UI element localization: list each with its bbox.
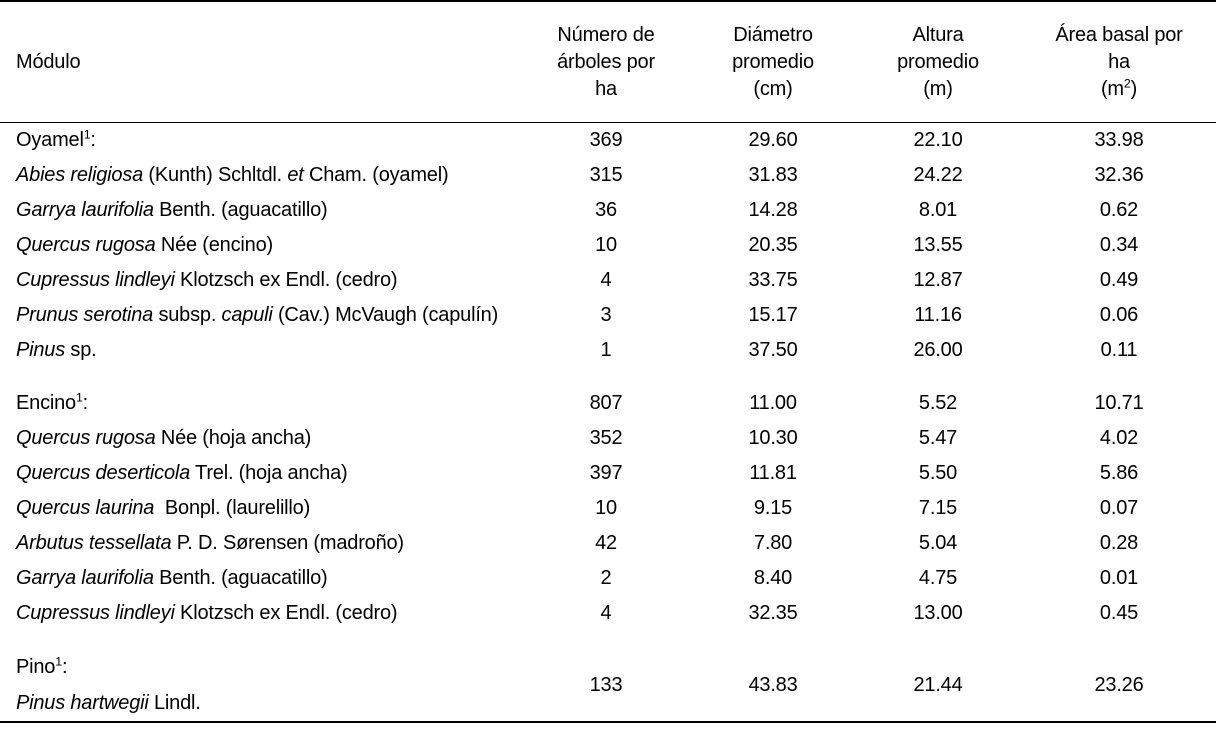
cell-trees-per-ha: 352	[589, 427, 623, 449]
cell-diameter: 33.75	[748, 269, 798, 291]
cell-trees-per-ha: 1	[600, 339, 612, 361]
cell-height: 22.10	[913, 129, 963, 151]
cell-trees-per-ha: 42	[595, 532, 617, 554]
column-header-module: Módulo	[16, 50, 81, 73]
cell-module-label	[0, 526, 520, 561]
cell-trees-per-ha: 10	[595, 234, 617, 256]
cell-diameter: 11.00	[749, 392, 797, 414]
authority-text: (Kunth) Schltdl.	[143, 164, 288, 186]
cell-diameter: 20.35	[748, 234, 798, 256]
cell-trees-per-ha: 2	[600, 567, 612, 589]
species-name: Pinus hartwegii	[16, 692, 149, 714]
cell-diameter: 10.30	[748, 427, 798, 449]
cell-basal-area: 5.86	[1099, 462, 1139, 484]
cell-basal-area: 0.34	[1099, 234, 1139, 256]
authority-text: Trel. (hoja ancha)	[190, 462, 348, 484]
species-name: Cupressus lindleyi	[16, 269, 175, 291]
table-body	[0, 123, 1216, 722]
header-line-3: ha	[595, 77, 617, 100]
cell-diameter: 11.81	[749, 462, 797, 484]
cell-height: 13.00	[913, 602, 963, 624]
authority-text: P. D. Sørensen (madroño)	[171, 532, 404, 554]
cell-basal-area: 0.28	[1099, 532, 1139, 554]
header-line-2: árboles por	[557, 50, 655, 73]
cell-diameter: 9.15	[753, 497, 793, 519]
cell-module-label	[0, 158, 520, 193]
species-name: Garrya laurifolia	[16, 567, 154, 589]
table-row	[0, 456, 1216, 491]
header-unit-superscripted: $(m^2)$	[1100, 75, 1138, 100]
table-row	[0, 526, 1216, 561]
cell-module-label	[0, 491, 520, 526]
footnote-marker: 1	[75, 390, 83, 405]
cell-height: 8.01	[918, 199, 958, 221]
cell-diameter: 29.60	[748, 129, 798, 151]
cell-basal-area: 32.36	[1094, 164, 1144, 186]
table-row	[0, 333, 1216, 368]
cell-trees-per-ha: 3	[600, 304, 612, 326]
table-row	[0, 649, 1216, 722]
cell-module-label	[0, 421, 520, 456]
block-spacer	[0, 631, 1216, 649]
cell-height: 24.22	[913, 164, 963, 186]
table-row	[0, 561, 1216, 596]
header-line-1: Altura	[912, 23, 964, 46]
species-name: Arbutus tessellata	[16, 532, 172, 554]
cell-module-label	[0, 193, 520, 228]
authority-text: Cham. (oyamel)	[303, 164, 449, 186]
block-spacer-cell	[0, 368, 1216, 386]
table-row	[0, 158, 1216, 193]
header-row	[0, 2, 1216, 123]
authority-text: Benth. (aguacatillo)	[153, 567, 328, 589]
cell-height: 7.15	[918, 497, 958, 519]
cell-module-label	[0, 228, 520, 263]
species-name: Pinus	[16, 339, 66, 361]
species-name: Quercus rugosa	[16, 234, 156, 256]
cell-height: 4.75	[918, 567, 958, 589]
cell-basal-area: 0.01	[1099, 567, 1139, 589]
cell-trees-per-ha: 10	[595, 497, 617, 519]
cell-diameter: 43.83	[748, 673, 798, 696]
species-name: Garrya laurifolia	[16, 199, 154, 221]
cell-trees-per-ha: 4	[600, 269, 612, 291]
species-name: et	[287, 164, 304, 186]
authority-text: Bonpl. (laurelillo)	[154, 497, 311, 519]
rule-bottom	[0, 722, 1216, 723]
cell-module-label	[0, 561, 520, 596]
footnote-marker: 1	[55, 654, 62, 669]
table-row	[0, 298, 1216, 333]
cell-height: 26.00	[913, 339, 963, 361]
table-row	[0, 596, 1216, 631]
table-row	[0, 123, 1216, 158]
cell-basal-area: 0.62	[1099, 199, 1139, 221]
species-row-label	[16, 685, 520, 721]
column-header-diameter	[692, 2, 854, 123]
authority-text: Benth. (aguacatillo)	[153, 199, 328, 221]
table-row	[0, 263, 1216, 298]
header-unit: (m)	[923, 77, 953, 100]
header-line-1: Diámetro	[733, 23, 813, 46]
cell-basal-area: 0.45	[1099, 602, 1139, 624]
cell-height: 5.52	[918, 392, 958, 414]
module-name: Pino$^1$:	[16, 654, 68, 678]
cell-basal-area: 0.07	[1099, 497, 1139, 519]
cell-module-label	[0, 333, 520, 368]
authority-text: subsp.	[153, 304, 222, 326]
cell-basal-area: 4.02	[1099, 427, 1139, 449]
cell-module-label: Encino$^1$:	[16, 390, 89, 414]
superscript-exponent: 2	[1123, 75, 1131, 90]
table-footer	[0, 722, 1216, 723]
species-name: Quercus deserticola	[16, 462, 191, 484]
species-name: capuli	[221, 304, 273, 326]
authority-text: Klotzsch ex Endl. (cedro)	[174, 269, 398, 291]
header-line-2: ha	[1108, 50, 1130, 73]
cell-trees-per-ha: 133	[589, 673, 623, 696]
species-name: Abies religiosa	[16, 164, 144, 186]
authority-text: Klotzsch ex Endl. (cedro)	[174, 602, 398, 624]
table-header	[0, 1, 1216, 123]
cell-basal-area: 10.71	[1094, 392, 1144, 414]
species-name: Quercus rugosa	[16, 427, 156, 449]
cell-height: 5.50	[918, 462, 958, 484]
cell-module-label	[0, 649, 520, 722]
cell-height: 5.04	[918, 532, 958, 554]
cell-diameter: 31.83	[748, 164, 798, 186]
cell-trees-per-ha: 36	[595, 199, 617, 221]
species-name: Quercus laurina	[16, 497, 155, 519]
cell-height: 12.87	[913, 269, 963, 291]
cell-basal-area: 0.49	[1099, 269, 1139, 291]
authority-text: sp.	[65, 339, 97, 361]
cell-diameter: 7.80	[753, 532, 793, 554]
cell-diameter: 32.35	[748, 602, 798, 624]
table-row	[0, 386, 1216, 421]
authority-text: (Cav.) McVaugh (capulín)	[272, 304, 499, 326]
table-row	[0, 193, 1216, 228]
cell-trees-per-ha: 807	[589, 392, 623, 414]
cell-height: 21.44	[913, 673, 963, 696]
cell-trees-per-ha: 4	[600, 602, 612, 624]
cell-diameter: 8.40	[753, 567, 793, 589]
cell-trees-per-ha: 397	[589, 462, 623, 484]
species-name: Prunus serotina	[16, 304, 154, 326]
cell-basal-area: 0.06	[1099, 304, 1139, 326]
block-spacer	[0, 368, 1216, 386]
cell-basal-area: 23.26	[1094, 673, 1144, 696]
column-header-basal-area	[1022, 2, 1216, 123]
cell-module-label	[0, 596, 520, 631]
header-line-1: Número de	[557, 23, 655, 46]
cell-height: 11.16	[914, 304, 962, 326]
column-header-height	[854, 2, 1022, 123]
authority-text: Lindl.	[148, 692, 201, 714]
table-row	[0, 421, 1216, 456]
header-line-2: promedio	[897, 50, 979, 73]
cell-diameter: 14.28	[748, 199, 798, 221]
cell-module-label	[0, 263, 520, 298]
cell-module-label	[0, 456, 520, 491]
table-row	[0, 491, 1216, 526]
cell-height: 13.55	[913, 234, 963, 256]
block-spacer-cell	[0, 631, 1216, 649]
cell-module-label	[0, 298, 520, 333]
header-unit: (cm)	[753, 77, 793, 100]
cell-module-label: Oyamel$^1$:	[16, 127, 96, 151]
cell-diameter: 37.50	[748, 339, 798, 361]
authority-text: Née (hoja ancha)	[155, 427, 312, 449]
cell-trees-per-ha: 369	[589, 129, 623, 151]
cell-height: 5.47	[918, 427, 958, 449]
footnote-marker: 1	[83, 127, 91, 142]
column-header-trees	[520, 2, 692, 123]
cell-trees-per-ha: 315	[589, 164, 623, 186]
authority-text: Née (encino)	[155, 234, 273, 256]
species-name: Cupressus lindleyi	[16, 602, 175, 624]
cell-basal-area: 0.11	[1100, 339, 1138, 361]
cell-basal-area: 33.98	[1094, 129, 1144, 151]
cell-diameter: 15.17	[748, 304, 798, 326]
header-line-1: Área basal por	[1055, 23, 1183, 46]
table-row	[0, 228, 1216, 263]
header-line-2: promedio	[732, 50, 814, 73]
